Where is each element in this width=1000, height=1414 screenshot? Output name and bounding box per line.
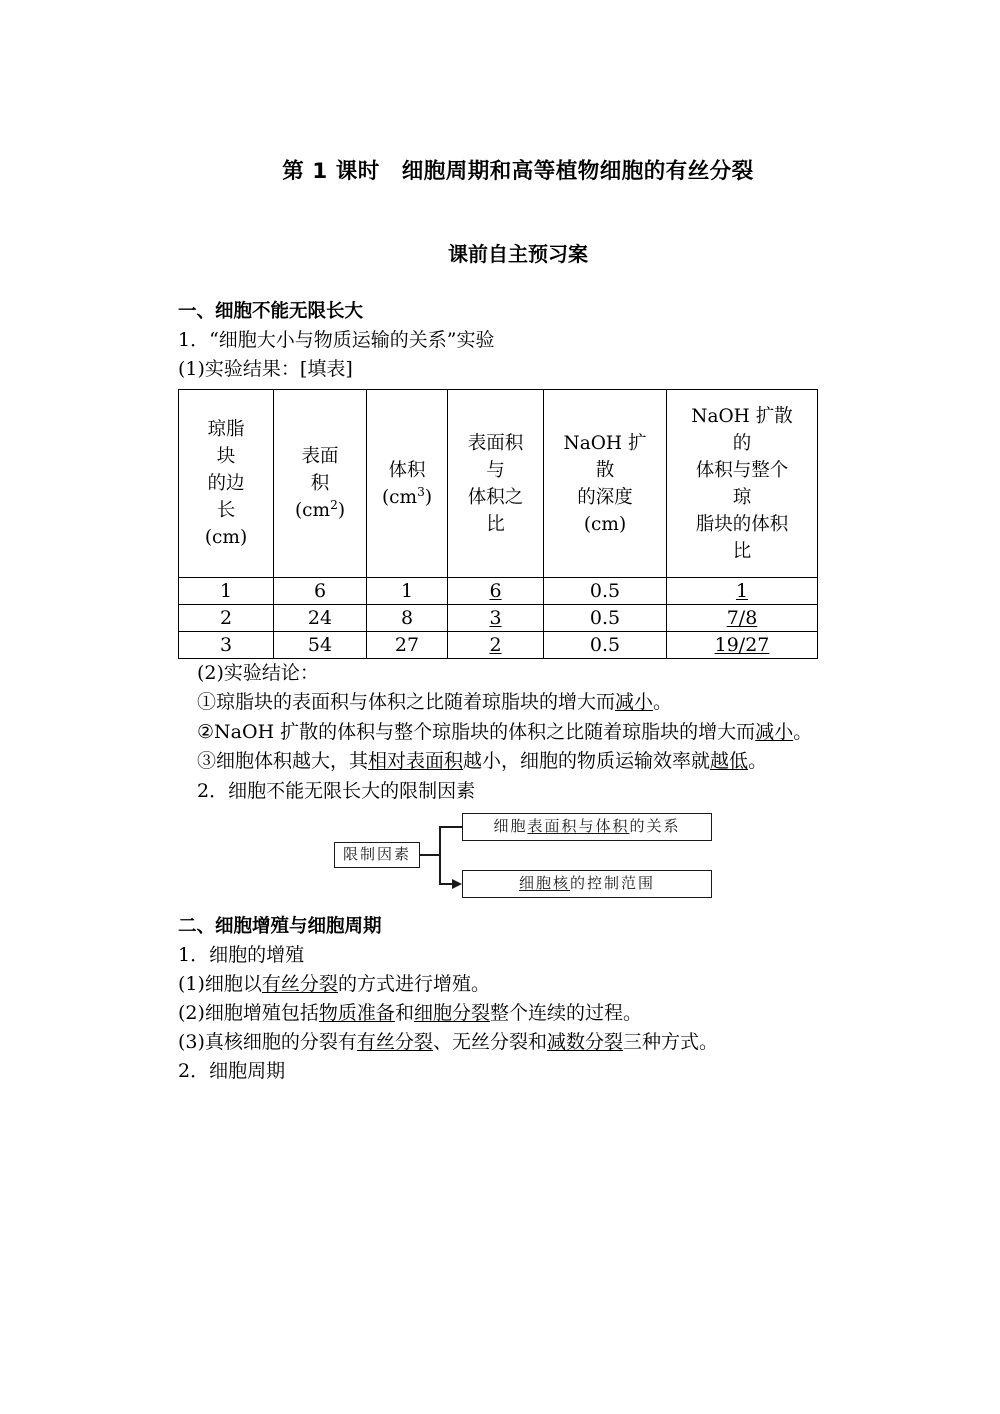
conclusion-label: (2)实验结论： xyxy=(197,662,319,684)
unit-cm-cubed: $(cm^3)$ xyxy=(381,484,433,508)
diagram-connector-top xyxy=(439,826,463,828)
section-heading-one: 一、细胞不能无限长大 xyxy=(178,301,364,322)
table-header-diffusion-depth: NaOH 扩 散 的深度 (cm) xyxy=(544,390,667,578)
diagram-branch-box-1: 细胞 表面积与体积 的关系 xyxy=(462,813,712,841)
conclusion-item-2: ②NaOH 扩散的体积与整个琼脂块的体积之比随着琼脂块的增大而减小。 xyxy=(197,720,813,743)
table-row xyxy=(179,632,818,659)
conclusion-item-3: ③细胞体积越大，其相对表面积越小，细胞的物质运输效率就越低。 xyxy=(197,750,768,772)
section-two-item-1-sub-1: (1)细胞以有丝分裂的方式进行增殖。 xyxy=(178,972,490,995)
cell-volume: 27 xyxy=(367,632,448,659)
section-two-item-1-sub-3: (3)真核细胞的分裂有有丝分裂、无丝分裂和减数分裂三种方式。 xyxy=(178,1030,718,1053)
cell-area-volume-ratio: 6 xyxy=(448,578,544,605)
cell-surface-area: 6 xyxy=(274,578,367,605)
cell-diffusion-depth: 0.5 xyxy=(544,632,667,659)
cell-surface-area: 24 xyxy=(274,605,367,632)
table-header-volume: 体积 $(cm^3)$ xyxy=(367,390,448,578)
cell-diffusion-depth: 0.5 xyxy=(544,578,667,605)
table-header-diffusion-volume-ratio: NaOH 扩散 的 体积与整个 琼 脂块的体积 比 xyxy=(667,390,818,578)
section-two-item-1: 1．细胞的增殖 xyxy=(178,943,305,966)
table-header-area-volume-ratio: 表面积 与 体积之 比 xyxy=(448,390,544,578)
cell-diffusion-volume-ratio: 19/27 xyxy=(667,632,818,659)
table-header-side-length: 琼脂 块 的边 长 (cm) xyxy=(179,390,274,578)
cell-volume: 8 xyxy=(367,605,448,632)
section-one-item-2: 2．细胞不能无限长大的限制因素 xyxy=(197,779,476,802)
cell-side-length: 1 xyxy=(179,578,274,605)
conclusion-item-1: ①琼脂块的表面积与体积之比随着琼脂块的增大而减小。 xyxy=(197,691,673,713)
limiting-factors-diagram xyxy=(178,812,858,912)
cell-side-length: 2 xyxy=(179,605,274,632)
section-one-item-1-sub-1: (1)实验结果：[填表] xyxy=(178,358,353,380)
section-two-item-2: 2．细胞周期 xyxy=(178,1059,286,1082)
arrow-right-icon xyxy=(452,879,462,889)
diagram-connector-root xyxy=(420,854,440,856)
diagram-branch-box-2: 细胞核 的控制范围 xyxy=(462,870,712,898)
page-subtitle: 课前自主预习案 xyxy=(448,242,588,266)
cell-area-volume-ratio: 3 xyxy=(448,605,544,632)
cell-diffusion-depth: 0.5 xyxy=(544,605,667,632)
section-one-item-1: 1．“细胞大小与物质运输的关系”实验 xyxy=(178,329,495,351)
table-header-surface-area: 表面 积 $(cm^2)$ xyxy=(274,390,367,578)
page-title: 第 1 课时 细胞周期和高等植物细胞的有丝分裂 xyxy=(282,159,754,184)
table-row xyxy=(179,605,818,632)
cell-diffusion-volume-ratio: 1 xyxy=(667,578,818,605)
cell-area-volume-ratio: 2 xyxy=(448,632,544,659)
document-content xyxy=(178,140,858,1086)
section-two-item-1-sub-2: (2)细胞增殖包括物质准备和细胞分裂整个连续的过程。 xyxy=(178,1001,642,1024)
unit-cm-squared: $(cm^2)$ xyxy=(294,497,346,521)
diagram-connector-trunk xyxy=(439,826,441,884)
cell-side-length: 3 xyxy=(179,632,274,659)
cell-surface-area: 54 xyxy=(274,632,367,659)
diagram-root-box: 限制因素 xyxy=(334,842,420,868)
table-header-row xyxy=(179,390,818,578)
cell-diffusion-volume-ratio: 7/8 xyxy=(667,605,818,632)
cell-volume: 1 xyxy=(367,578,448,605)
section-heading-two: 二、细胞增殖与细胞周期 xyxy=(178,915,382,937)
table-row xyxy=(179,578,818,605)
experiment-results-table xyxy=(178,389,818,659)
